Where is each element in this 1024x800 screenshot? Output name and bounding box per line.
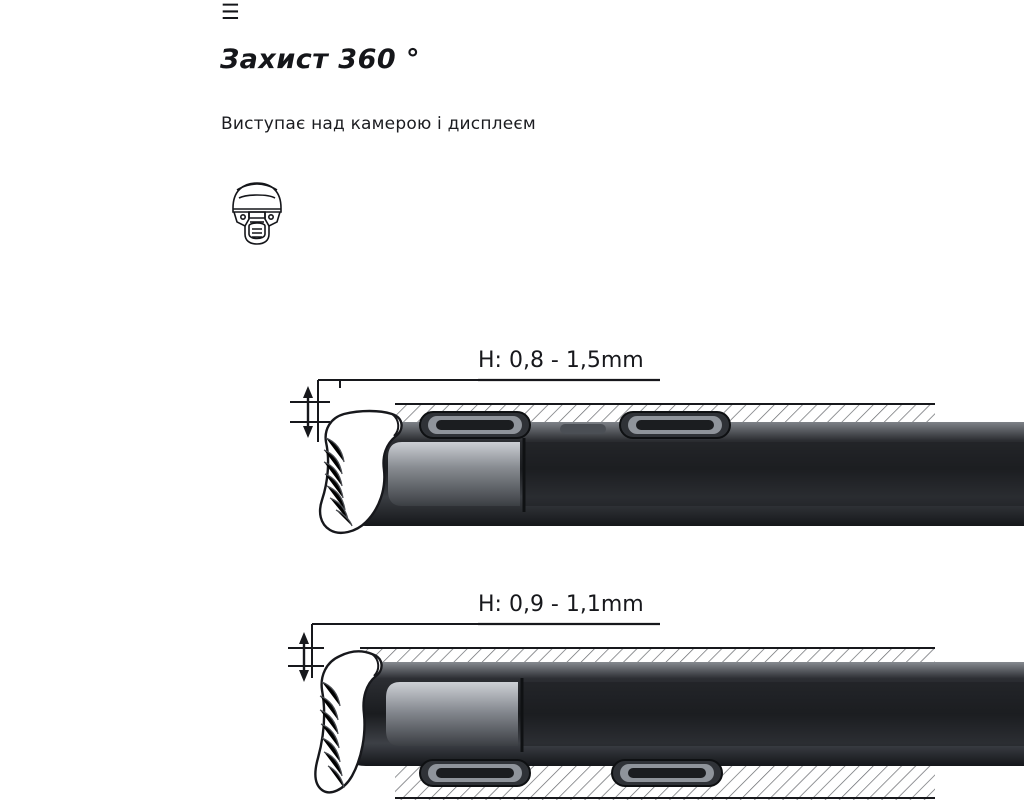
diagram-display-protrusion xyxy=(0,578,1024,800)
stormtrooper-helmet-icon xyxy=(219,178,295,250)
page-subtitle: Виступає над камерою і дисплеєм xyxy=(221,114,536,134)
menu-icon[interactable]: ☰ xyxy=(221,0,240,24)
dimension-label: H: 0,9 - 1,1mm xyxy=(478,592,644,617)
page-title: Захист 360 ° xyxy=(220,44,421,75)
diagram-camera-protrusion xyxy=(0,330,1024,565)
dimension-label: H: 0,8 - 1,5mm xyxy=(478,348,644,373)
